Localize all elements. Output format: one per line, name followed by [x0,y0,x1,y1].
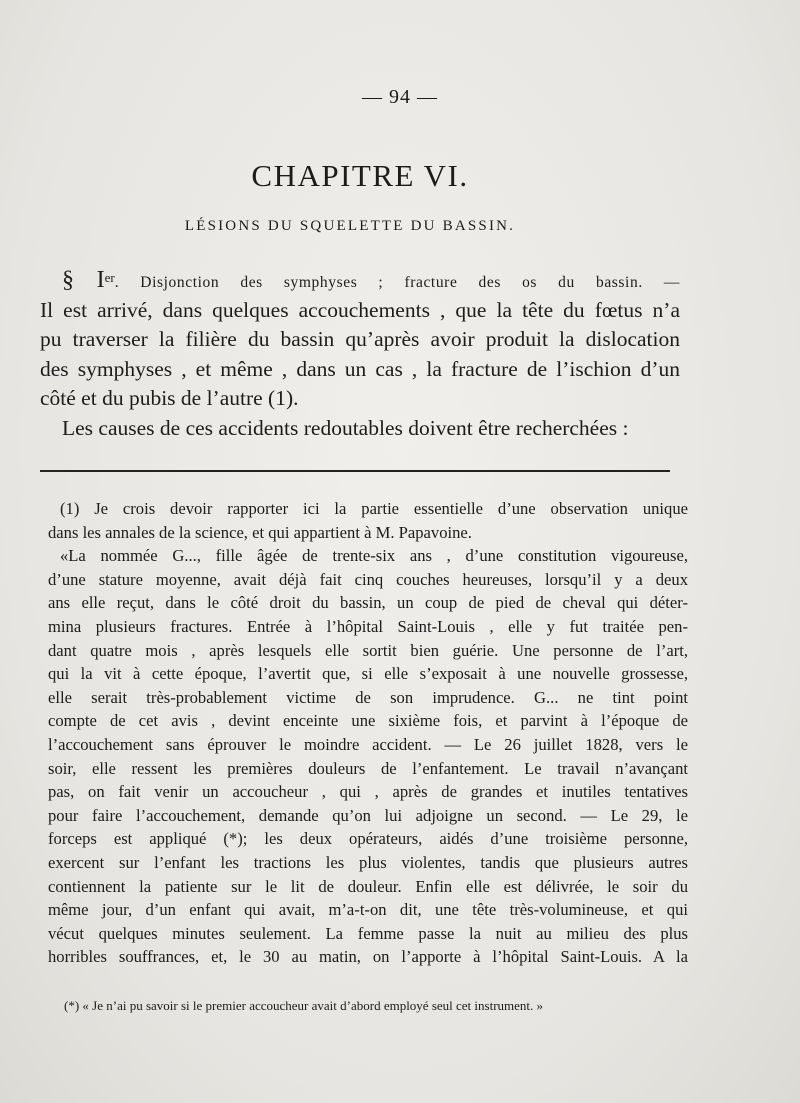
chapter-title: CHAPITRE VI. [251,158,469,193]
section-mark: § I [62,267,105,293]
body-line: Les causes de ces accidents redoutables doivent être recherchées : [62,415,629,440]
note-line: vécut quelques minutes seulement. La femme passe la nuit au milieu des plus [48,923,688,943]
note-line: ans elle reçut, dans le côté droit du bassin, un coup de pied de cheval qui déter- [48,593,688,613]
page-number: — 94 — [362,86,438,108]
chapter-subtitle: LÉSIONS DU SQUELETTE DU BASSIN. [184,218,516,234]
body-line: Il est arrivé, dans quelques accouchements , que la tête du fœtus n’a [40,297,680,322]
section-heading [40,266,680,296]
note-line: compte de cet avis , devint enceinte une sixième fois, et parvint à l’époque de [48,711,688,731]
sub-footnote: (*) « Je n’ai pu savoir si le premier accoucheur avait d’abord employé seul cet instrument. » [64,998,544,1013]
note-line: exercent sur l’enfant les tractions les plus violentes, tandis que plusieurs autres [48,852,688,872]
note-line: elle serait très-probablement victime de son imprudence. G... ne tint point [48,687,688,707]
note-line: forceps est appliqué (*); les deux opérateurs, aidés d’une troisième personne, [48,829,688,849]
note-line: dans les annales de la science, et qui appartient à M. Papavoine. [48,522,472,542]
note-line: mina plusieurs fractures. Entrée à l’hôpital Saint-Louis , elle y fut traitée pen- [48,616,688,636]
note-line: «La nommée G..., fille âgée de trente-six ans , d’une constitution vigoureuse, [60,546,688,566]
note-line: horribles souffrances, et, le 30 au matin, on l’apporte à l’hôpital Saint-Louis. A la [48,947,688,967]
note-line: soir, elle ressent les premières douleurs de l’enfantement. Le travail n’avançant [48,758,688,778]
body-line: des symphyses , et même , dans un cas , la fracture de l’ischion d’un [40,356,680,381]
section-body [40,266,680,443]
note-line: (1) Je crois devoir rapporter ici la partie essentielle d’une observation unique [60,499,688,518]
note-line: contiennent la patiente sur le lit de douleur. Enfin elle est délivrée, le soir du [48,876,688,896]
note-line: qui la vit à cette époque, l’avertit que, si elle s’exposait à une nouvelle grossesse, [48,664,688,684]
note-line: même jour, d’un enfant qui avait, m’a-t-on dit, une tête très-volumineuse, et qui [48,900,688,920]
body-line: côté et du pubis de l’autre (1). [40,386,299,410]
section-heading-text: . Disjonction des symphyses ; fracture des os du bassin. — [114,274,680,291]
section-mark-sup: er [104,270,115,285]
body-line: pu traverser la filière du bassin qu’après avoir produit la dislocation [40,327,680,351]
note-line: pour faire l’accouchement, demande qu’on lui adjoigne un second. — Le 29, le [48,805,688,825]
footnote-block [48,497,688,969]
note-line: pas, on fait venir un accoucheur , qui , après de grandes et inutiles tentatives [48,782,688,802]
note-line: l’accouchement sans éprouver le moindre accident. — Le 26 juillet 1828, vers le [48,734,688,754]
note-line: dant quatre mois , après lesquels elle sortit bien guérie. Une personne de l’art, [48,640,688,660]
footnote-separator [40,470,670,472]
note-line: d’une stature moyenne, avait déjà fait cinq couches heureuses, lorsqu’il y a deux [48,569,688,589]
